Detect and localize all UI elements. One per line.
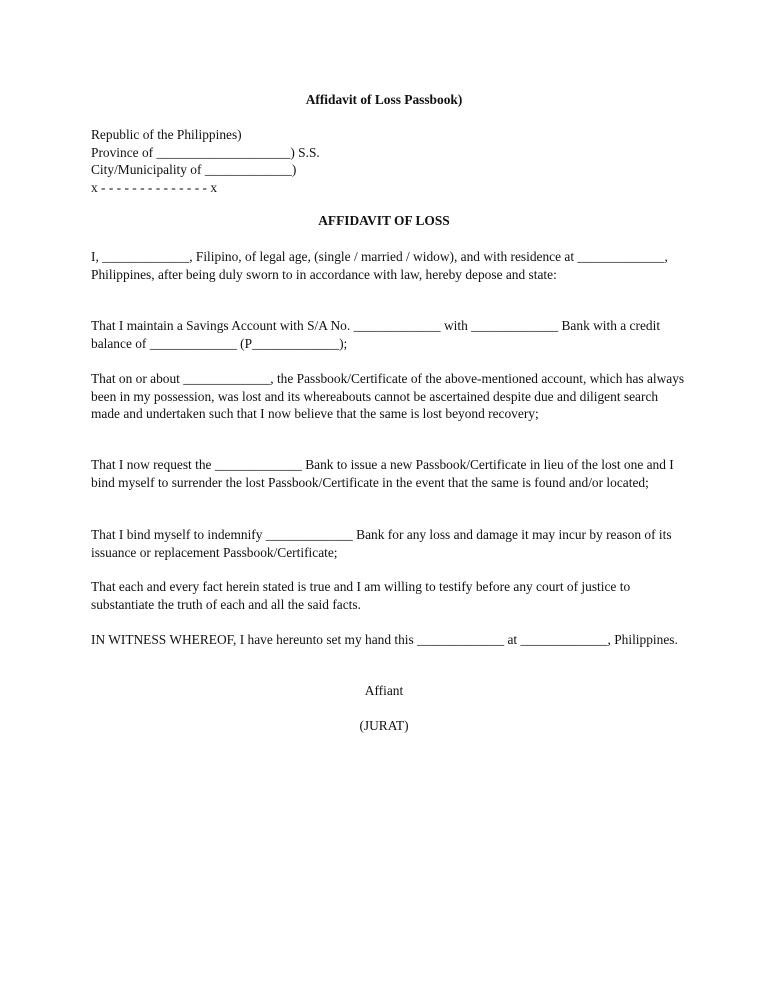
paragraph-indemnify: That I bind myself to indemnify _____________ Bank for any loss and damage it may incur by reason of its issuance or replacement Passbook/Certificate; xyxy=(91,527,672,560)
affidavit-heading: AFFIDAVIT OF LOSS xyxy=(318,213,450,228)
caption-republic: Republic of the Philippines) xyxy=(91,127,242,142)
paragraph-request: That I now request the _____________ Bank to issue a new Passbook/Certificate in lieu of the lost one and I bind myself to surrender the lost Passbook/Certificate in the event that the same is found and/or located; xyxy=(91,457,674,490)
caption-municipality: City/Municipality of _____________) xyxy=(91,162,297,177)
paragraph-account: That I maintain a Savings Account with S/A No. _____________ with _____________ Bank with a credit balance of _____________ (P_____________); xyxy=(91,318,661,351)
caption-separator: x - - - - - - - - - - - - - - x xyxy=(91,179,218,195)
document-title: Affidavit of Loss Passbook) xyxy=(305,92,463,107)
jurat-label: (JURAT) xyxy=(359,718,409,733)
caption-province: Province of ____________________) S.S. xyxy=(91,144,320,160)
paragraph-truth: That each and every fact herein stated is true and I am willing to testify before any court of justice to substantiate the truth of each and all the said facts. xyxy=(91,579,631,612)
affiant-label: Affiant xyxy=(364,683,404,698)
venue-caption xyxy=(91,126,320,196)
paragraph-witness: IN WITNESS WHEREOF, I have hereunto set my hand this _____________ at _____________, Philippines. xyxy=(91,632,678,647)
paragraph-intro: I, _____________, Filipino, of legal age, (single / married / widow), and with residence at _____________, Philippines, after being duly sworn to in accordance with law, hereby depose and state: xyxy=(91,249,668,282)
paragraph-loss: That on or about _____________, the Passbook/Certificate of the above-mentioned account, which has always been in my possession, was lost and its whereabouts cannot be ascertained despite due and diligent search made and undertaken such that I now believe that the same is lost beyond recovery; xyxy=(91,371,685,421)
